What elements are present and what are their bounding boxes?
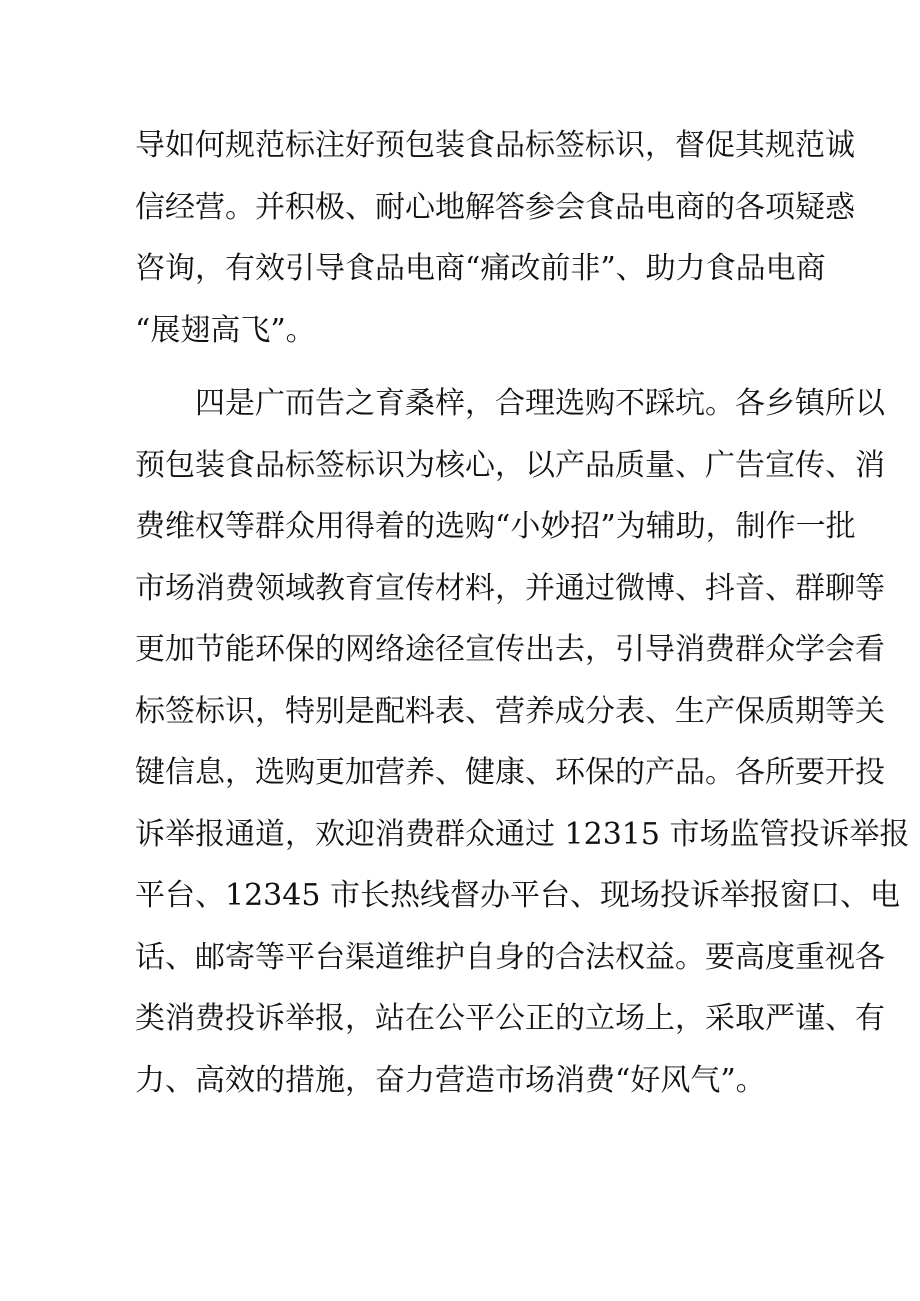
- paragraph-line: 咨询，有效引导食品电商“痛改前非”、助力食品电商: [135, 251, 826, 286]
- paragraph-line: 信经营。并积极、耐心地解答参会食品电商的各项疑惑: [135, 189, 855, 225]
- paragraph-line: 更加节能环保的网络途径宣传出去，引导消费群众学会看: [135, 632, 885, 667]
- paragraph-line: 费维权等群众用得着的选购“小妙招”为辅助，制作一批: [135, 509, 856, 544]
- paragraph-2: [135, 373, 910, 1111]
- paragraph-line: 诉举报通道，欢迎消费群众通过 12315 市场监管投诉举报: [135, 816, 910, 852]
- paragraph-line: 预包装食品标签标识为核心，以产品质量、广告宣传、消: [135, 447, 885, 483]
- paragraph-line: 标签标识，特别是配料表、营养成分表、生产保质期等关: [135, 693, 885, 729]
- paragraph-line: 力、高效的措施，奋力营造市场消费“好风气”。: [135, 1062, 766, 1098]
- paragraph-line: “展翅高飞”。: [135, 312, 316, 348]
- paragraph-line: 键信息，选购更加营养、健康、环保的产品。各所要开投: [135, 755, 885, 790]
- paragraph-line: 导如何规范标注好预包装食品标签标识，督促其规范诚: [135, 128, 855, 163]
- paragraph-line: 类消费投诉举报，站在公平公正的立场上，采取严谨、有: [135, 1001, 885, 1036]
- paragraph-line: 市场消费领域教育宣传材料，并通过微博、抖音、群聊等: [135, 570, 885, 606]
- paragraph-line: 话、邮寄等平台渠道维护自身的合法权益。要高度重视各: [135, 939, 885, 975]
- paragraph-line: 平台、12345 市长热线督办平台、现场投诉举报窗口、电: [135, 878, 900, 913]
- paragraph-1: [135, 115, 855, 361]
- paragraph-line: 四是广而告之育桑梓，合理选购不踩坑。各乡镇所以: [195, 386, 885, 421]
